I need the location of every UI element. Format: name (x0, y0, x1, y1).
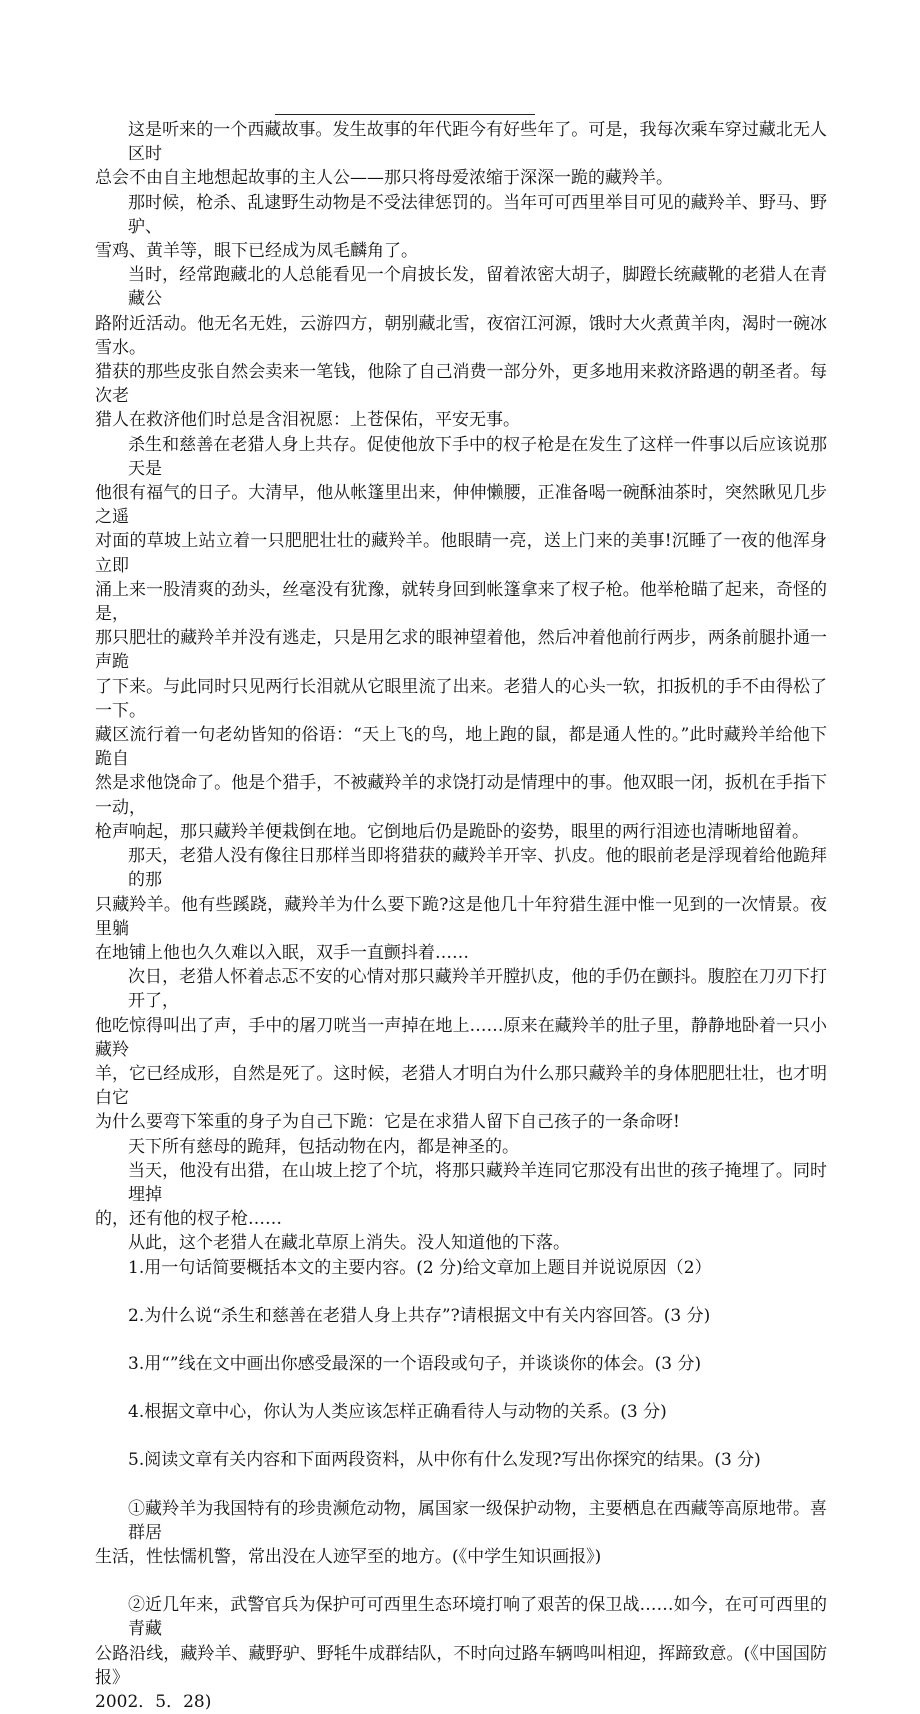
question-text: 2.为什么说“杀生和慈善在老猎人身上共存”?请根据文中有关内容回答。(3 分) (128, 1305, 711, 1326)
material-1 (95, 1497, 827, 1570)
paragraph-line: 涌上来一股清爽的劲头，丝毫没有犹豫，就转身回到帐篷拿来了杈子枪。他举枪瞄了起来，奇怪的是， (95, 579, 827, 625)
paragraph (95, 1159, 827, 1232)
header-rule (275, 114, 535, 115)
material-line: 2002．5．28) (95, 1691, 212, 1712)
paragraph (95, 1231, 827, 1255)
paragraph-line: 从此，这个老猎人在藏北草原上消失。没人知道他的下落。 (128, 1233, 570, 1254)
paragraph (95, 844, 827, 965)
paragraph-line: 当天，他没有出猎，在山坡上挖了个坑，将那只藏羚羊连同它那没有出世的孩子掩埋了。同时埋掉 (128, 1160, 827, 1205)
paragraph-line: 羊，它已经成形，自然是死了。这时候，老猎人才明白为什么那只藏羚羊的身体肥肥壮壮，也才明白它 (95, 1063, 827, 1109)
paragraph-line: 了下来。与此同时只见两行长泪就从它眼里流了出来。老猎人的心头一软，扣扳机的手不由得松了一下。 (95, 676, 827, 721)
paragraph-line: 总会不由自主地想起故事的主人公——那只将母爱浓缩于深深一跪的藏羚羊。 (95, 168, 673, 189)
material-line: ①藏羚羊为我国特有的珍贵濒危动物，属国家一级保护动物，主要栖息在西藏等高原地带。喜群居 (128, 1498, 827, 1543)
paragraph (95, 433, 827, 844)
paragraph-line: 次日，老猎人怀着忐忑不安的心情对那只藏羚羊开膛扒皮，他的手仍在颤抖。腹腔在刀刃下打开了， (128, 967, 827, 1012)
material-line: ②近几年来，武警官兵为保护可可西里生态环境打响了艰苦的保卫战……如今，在可可西里的青藏 (128, 1595, 827, 1640)
paragraph-line: 猎人在救济他们时总是含泪祝愿：上苍保佑，平安无事。 (95, 410, 520, 431)
paragraph-line: 藏区流行着一句老幼皆知的俗语：“天上飞的鸟，地上跑的鼠，都是通人性的。”此时藏羚羊给他下跪自 (95, 725, 827, 770)
paragraph-line: 枪声响起，那只藏羚羊便栽倒在地。它倒地后仍是跪卧的姿势，眼里的两行泪迹也清晰地留着。 (95, 821, 809, 842)
paragraph (95, 191, 827, 264)
paragraph-line: 杀生和慈善在老猎人身上共存。促使他放下手中的杈子枪是在发生了这样一件事以后应该说那天是 (128, 434, 827, 479)
question-1 (95, 1256, 827, 1280)
paragraph-line: 那只肥壮的藏羚羊并没有逃走，只是用乞求的眼神望着他，然后冲着他前行两步，两条前腿扑通一声跪 (95, 628, 827, 673)
article-body (95, 118, 827, 1256)
paragraph-line: 对面的草坡上站立着一只肥肥壮壮的藏羚羊。他眼睛一亮，送上门来的美事!沉睡了一夜的他浑身立即 (95, 531, 827, 576)
material-line: 公路沿线，藏羚羊、藏野驴、野牦牛成群结队，不时向过路车辆鸣叫相迎，挥蹄致意。(《中国国防报》 (95, 1643, 827, 1688)
paragraph-line: 在地铺上他也久久难以入眠，双手一直颤抖着…… (95, 942, 469, 963)
paragraph (95, 1135, 827, 1159)
question-5 (95, 1448, 827, 1472)
question-text: 1.用一句话简要概括本文的主要内容。(2 分)给文章加上题目并说说原因（2） (128, 1257, 712, 1278)
paragraph-line: 那时候，枪杀、乱逮野生动物是不受法律惩罚的。当年可可西里举目可见的藏羚羊、野马、野驴、 (128, 192, 827, 237)
question-text: 4.根据文章中心，你认为人类应该怎样正确看待人与动物的关系。(3 分) (128, 1402, 667, 1423)
question-text: 3.用“”线在文中画出你感受最深的一个语段或句子，并谈谈你的体会。(3 分) (128, 1353, 702, 1374)
paragraph-line: 他吃惊得叫出了声，手中的屠刀咣当一声掉在地上……原来在藏羚羊的肚子里，静静地卧着一只小藏羚 (95, 1015, 827, 1060)
paragraph-line: 天下所有慈母的跪拜，包括动物在内，都是神圣的。 (128, 1136, 519, 1157)
paragraph-line: 当时，经常跑藏北的人总能看见一个肩披长发，留着浓密大胡子，脚蹬长统藏靴的老猎人在青藏公 (128, 265, 827, 310)
question-3 (95, 1352, 827, 1376)
question-4 (95, 1400, 827, 1424)
question-2 (95, 1304, 827, 1328)
paragraph-line: 路附近活动。他无名无姓，云游四方，朝别藏北雪，夜宿江河源，饿时大火煮黄羊肉，渴时一碗冰雪水。 (95, 313, 827, 358)
paragraph-line: 的，还有他的杈子枪…… (95, 1209, 282, 1230)
paragraph-line: 然是求他饶命了。他是个猎手，不被藏羚羊的求饶打动是情理中的事。他双眼一闭，扳机在手指下一动， (95, 773, 827, 818)
paragraph-line: 他很有福气的日子。大清早，他从帐篷里出来，伸伸懒腰，正准备喝一碗酥油茶时，突然瞅见几步之遥 (95, 483, 827, 528)
paragraph (95, 118, 827, 191)
material-line: 生活，性怯懦机警，常出没在人迹罕至的地方。(《中学生知识画报》) (95, 1546, 602, 1567)
document-body (95, 118, 827, 1714)
question-text: 5.阅读文章有关内容和下面两段资料，从中你有什么发现?写出你探究的结果。(3 分) (128, 1450, 761, 1471)
paragraph-line: 为什么要弯下笨重的身子为自己下跪：它是在求猎人留下自己孩子的一条命呀! (95, 1112, 680, 1133)
material-2 (95, 1593, 827, 1714)
paragraph-line: 只藏羚羊。他有些蹊跷，藏羚羊为什么要下跪?这是他几十年狩猎生涯中惟一见到的一次情景。夜里躺 (95, 894, 827, 939)
paragraph-line: 那天，老猎人没有像往日那样当即将猎获的藏羚羊开宰、扒皮。他的眼前老是浮现着给他跪拜的那 (128, 846, 827, 891)
paragraph-line: 这是听来的一个西藏故事。发生故事的年代距今有好些年了。可是，我每次乘车穿过藏北无人区时 (128, 120, 827, 165)
paragraph-line: 雪鸡、黄羊等，眼下已经成为凤毛麟角了。 (95, 241, 418, 262)
paragraph-line: 猎获的那些皮张自然会卖来一笔钱，他除了自己消费一部分外，更多地用来救济路遇的朝圣者。每次老 (95, 362, 827, 407)
paragraph (95, 263, 827, 432)
paragraph (95, 965, 827, 1134)
